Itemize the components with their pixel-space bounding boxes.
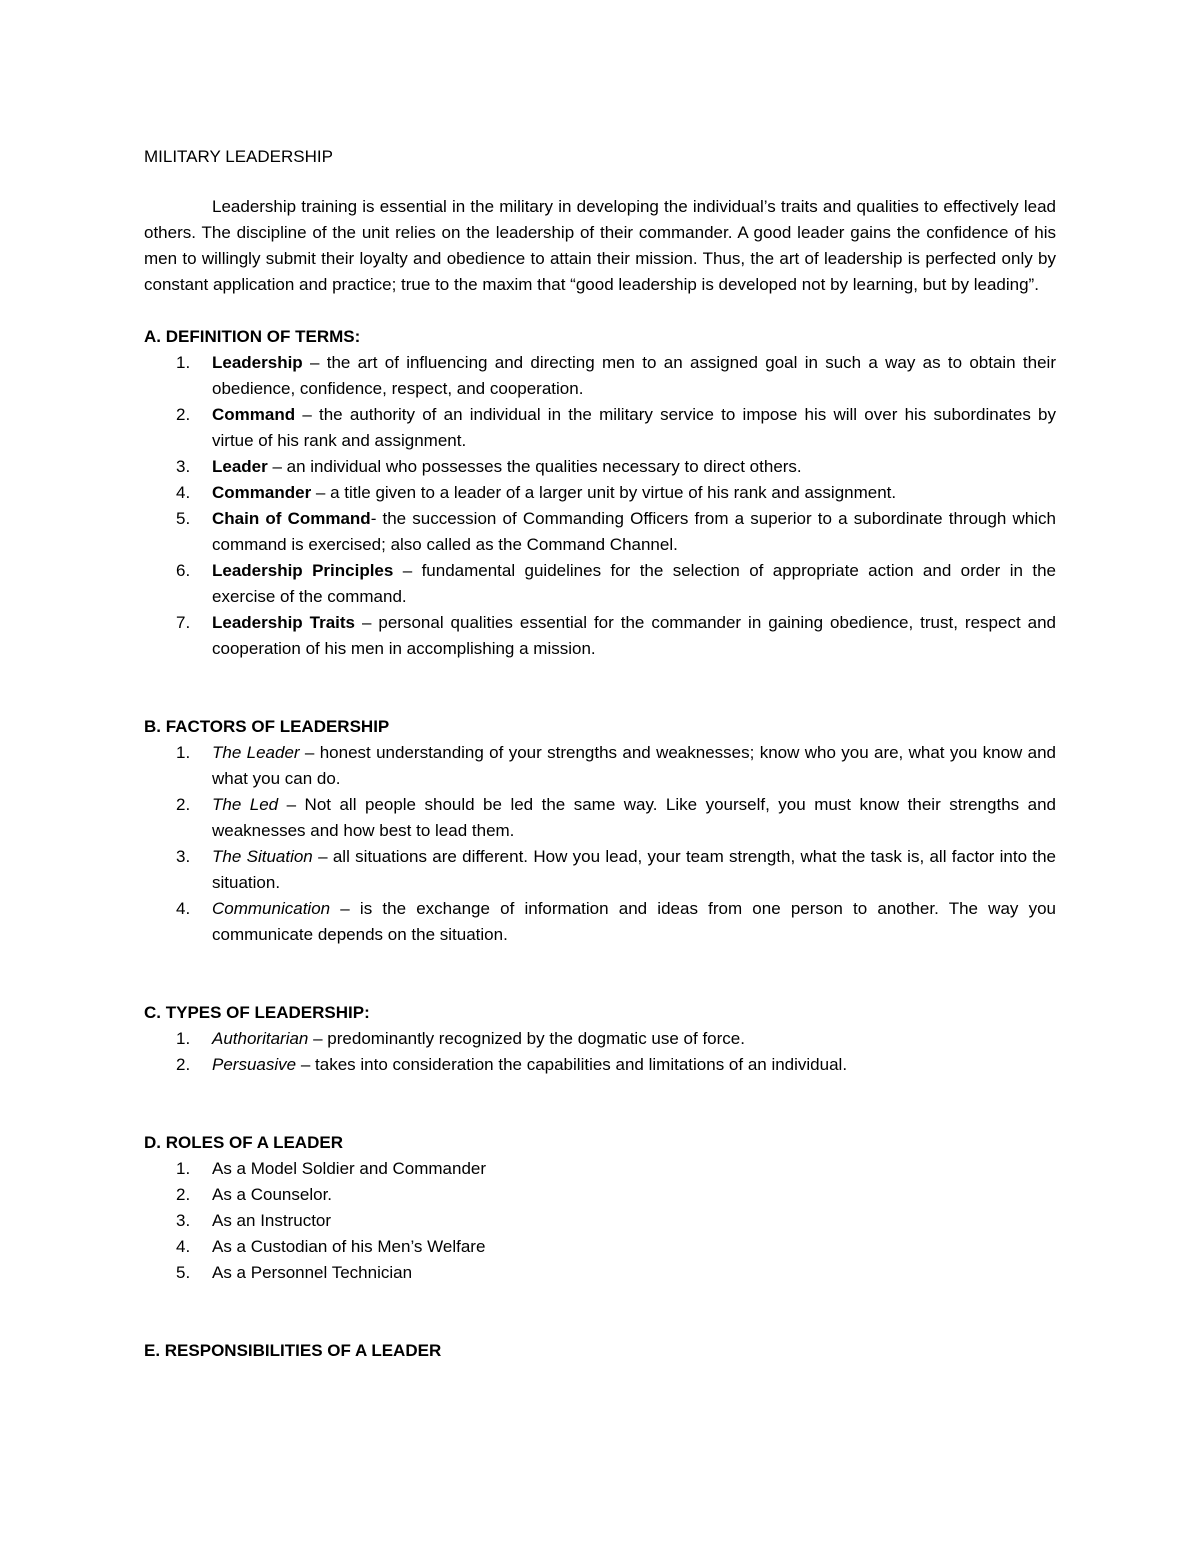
document-title: MILITARY LEADERSHIP: [144, 147, 333, 166]
item-number: 3.: [176, 847, 191, 866]
item-term: Leader: [212, 457, 268, 476]
item-number: 2.: [176, 405, 191, 424]
item-number: 1.: [176, 743, 191, 762]
item-term: Leadership Principles: [212, 561, 394, 580]
list-item: [144, 844, 1056, 896]
item-text: – the art of influencing and directing men to an assigned goal in such a way as to obtain their obedience, confidence, respect, and cooperation.: [212, 353, 1056, 398]
item-number: 6.: [176, 561, 191, 580]
section-heading: B. FACTORS OF LEADERSHIP: [144, 717, 390, 736]
item-term: The Leader: [212, 743, 300, 762]
roles-list: [144, 1156, 1056, 1286]
item-text: – predominantly recognized by the dogmatic use of force.: [308, 1029, 745, 1048]
list-item: [144, 1156, 1056, 1182]
item-text: – the authority of an individual in the military service to impose his will over his subordinates by virtue of his rank and assignment.: [212, 405, 1056, 450]
section-responsibilities-of-a-leader: [144, 1338, 1056, 1364]
list-item: [144, 792, 1056, 844]
list-item: [144, 480, 1056, 506]
section-factors-of-leadership: [144, 714, 1056, 948]
list-item: [144, 1026, 1056, 1052]
item-text: - the succession of Commanding Officers from a superior to a subordinate through which command is exercised; also called as the Command Channel.: [212, 509, 1056, 554]
item-number: 1.: [176, 1029, 191, 1048]
section-definition-of-terms: [144, 324, 1056, 662]
section-heading: A. DEFINITION OF TERMS:: [144, 327, 361, 346]
item-text: – an individual who possesses the qualities necessary to direct others.: [267, 457, 802, 476]
item-number: 1.: [176, 353, 191, 372]
item-number: 7.: [176, 613, 191, 632]
item-term: Leadership: [212, 353, 303, 372]
item-number: 3.: [176, 457, 191, 476]
item-number: 2.: [176, 795, 191, 814]
item-text: – a title given to a leader of a larger unit by virtue of his rank and assignment.: [311, 483, 897, 502]
item-term: Authoritarian: [212, 1029, 309, 1048]
item-number: 2.: [176, 1055, 191, 1074]
intro-paragraph: Leadership training is essential in the military in developing the individual’s traits and qualities to effectively lead others. The discipline of the unit relies on the leadership of their commander. A good leader gains the confidence of his men to willingly submit their loyalty and obedience to attain their mission. Thus, the art of leadership is perfected only by constant application and practice; true to the maxim that “good leadership is developed not by learning, but by leading”.: [144, 197, 1056, 294]
factors-list: [144, 740, 1056, 948]
item-text: – is the exchange of information and ideas from one person to another. The way you communicate depends on the situation.: [212, 899, 1056, 944]
list-item: [144, 454, 1056, 480]
item-number: 4.: [176, 1237, 191, 1256]
list-item: [144, 740, 1056, 792]
item-text: – all situations are different. How you lead, your team strength, what the task is, all factor into the situation.: [212, 847, 1056, 892]
list-item: [144, 1208, 1056, 1234]
item-text: As an Instructor: [212, 1211, 332, 1230]
item-text: As a Model Soldier and Commander: [212, 1159, 487, 1178]
item-text: As a Personnel Technician: [212, 1263, 413, 1282]
item-text: – Not all people should be led the same way. Like yourself, you must know their strengths and weaknesses and how best to lead them.: [212, 795, 1056, 840]
list-item: [144, 558, 1056, 610]
section-heading: D. ROLES OF A LEADER: [144, 1133, 343, 1152]
list-item: [144, 1052, 1056, 1078]
document-page: [144, 144, 1056, 1364]
item-text: – personal qualities essential for the commander in gaining obedience, trust, respect and cooperation of his men in accomplishing a mission.: [212, 613, 1056, 658]
section-heading: E. RESPONSIBILITIES OF A LEADER: [144, 1341, 442, 1360]
item-text: As a Counselor.: [212, 1185, 333, 1204]
types-list: [144, 1026, 1056, 1078]
item-term: The Situation: [212, 847, 313, 866]
list-item: [144, 1182, 1056, 1208]
item-term: Command: [212, 405, 296, 424]
item-number: 1.: [176, 1159, 191, 1178]
item-number: 3.: [176, 1211, 191, 1230]
item-number: 2.: [176, 1185, 191, 1204]
list-item: [144, 350, 1056, 402]
item-number: 4.: [176, 483, 191, 502]
item-term: Commander: [212, 483, 312, 502]
list-item: [144, 1260, 1056, 1286]
list-item: [144, 896, 1056, 948]
item-number: 4.: [176, 899, 191, 918]
item-term: Communication: [212, 899, 331, 918]
item-text: – fundamental guidelines for the selection of appropriate action and order in the exercise of the command.: [212, 561, 1056, 606]
section-roles-of-a-leader: [144, 1130, 1056, 1286]
section-heading: C. TYPES OF LEADERSHIP:: [144, 1003, 370, 1022]
item-term: Leadership Traits: [212, 613, 356, 632]
section-types-of-leadership: [144, 1000, 1056, 1078]
list-item: [144, 1234, 1056, 1260]
list-item: [144, 506, 1056, 558]
list-item: [144, 610, 1056, 662]
item-term: The Led: [212, 795, 279, 814]
item-text: – takes into consideration the capabilities and limitations of an individual.: [296, 1055, 848, 1074]
item-text: As a Custodian of his Men’s Welfare: [212, 1237, 486, 1256]
item-term: Chain of Command: [212, 509, 371, 528]
item-text: – honest understanding of your strengths and weaknesses; know who you are, what you know and what you can do.: [212, 743, 1057, 788]
definition-list: [144, 350, 1056, 662]
item-number: 5.: [176, 509, 191, 528]
list-item: [144, 402, 1056, 454]
item-number: 5.: [176, 1263, 191, 1282]
item-term: Persuasive: [212, 1055, 297, 1074]
